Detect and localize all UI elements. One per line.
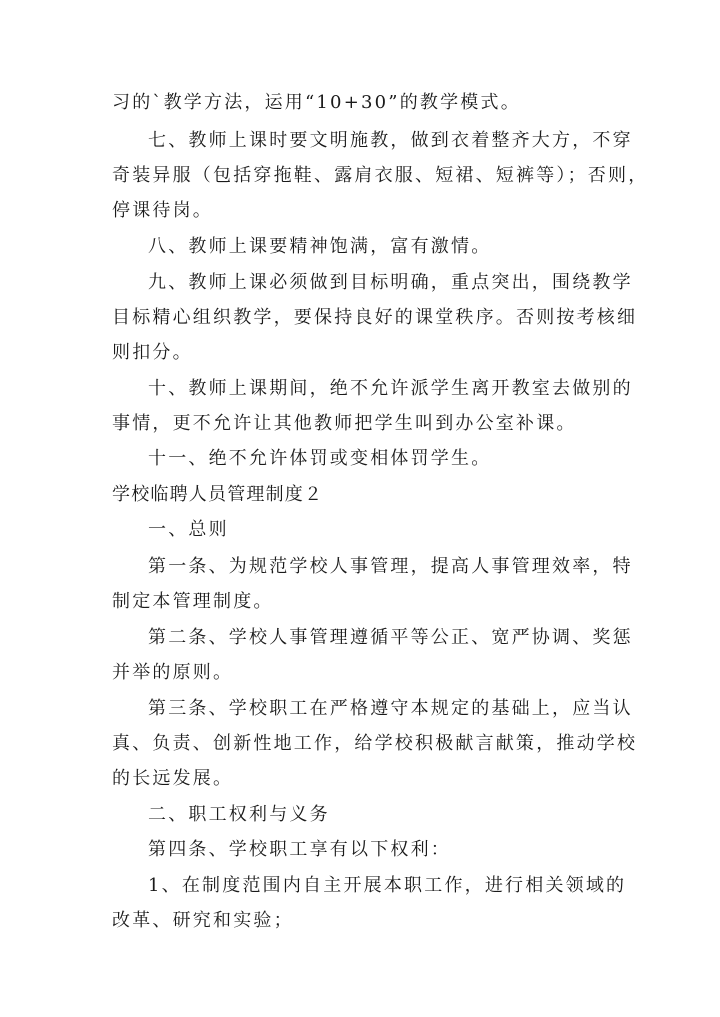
text-line: 第二条、学校人事管理遵循平等公正、宽严协调、奖惩 xyxy=(148,627,633,648)
text-line: 的长远发展。 xyxy=(112,768,234,789)
text-line: 则扣分。 xyxy=(112,342,193,363)
text-line: 奇装异服（包括穿拖鞋、露肩衣服、短裙、短裤等）；否则， xyxy=(112,165,649,186)
text-line: 第三条、学校职工在严格遵守本规定的基础上，应当认 xyxy=(148,698,633,719)
section-heading: 学校临聘人员管理制度２ xyxy=(112,484,324,505)
text-line: 制定本管理制度。 xyxy=(112,591,274,612)
text-line: 事情，更不允许让其他教师把学生叫到办公室补课。 xyxy=(112,413,577,434)
text-line: 第一条、为规范学校人事管理，提高人事管理效率，特 xyxy=(148,556,633,577)
text-line: 习的`教学方法，运用“10+30”的教学模式。 xyxy=(112,92,521,113)
text-line: 八、教师上课要精神饱满，富有激情。 xyxy=(148,236,492,257)
text-line: 一、总则 xyxy=(148,519,229,540)
text-line: 九、教师上课必须做到目标明确，重点突出，围绕教学 xyxy=(148,272,633,293)
text-line: 真、负责、创新性地工作，给学校积极献言献策，推动学校 xyxy=(112,733,638,754)
text-line: 十、教师上课期间，绝不允许派学生离开教室去做别的 xyxy=(148,378,633,399)
text-line: 并举的原则。 xyxy=(112,662,234,683)
text-line: 二、职工权利与义务 xyxy=(148,804,330,825)
text-line: 七、教师上课时要文明施教，做到衣着整齐大方，不穿 xyxy=(148,130,633,151)
text-line: 停课待岗。 xyxy=(112,200,213,221)
text-line: 1、在制度范围内自主开展本职工作，进行相关领域的 xyxy=(148,875,627,896)
text-line: 第四条、学校职工享有以下权利： xyxy=(148,839,451,860)
text-line: 目标精心组织教学，要保持良好的课堂秩序。否则按考核细 xyxy=(112,307,638,328)
text-line: 改革、研究和实验； xyxy=(112,910,294,931)
text-line: 十一、绝不允许体罚或变相体罚学生。 xyxy=(148,448,492,469)
